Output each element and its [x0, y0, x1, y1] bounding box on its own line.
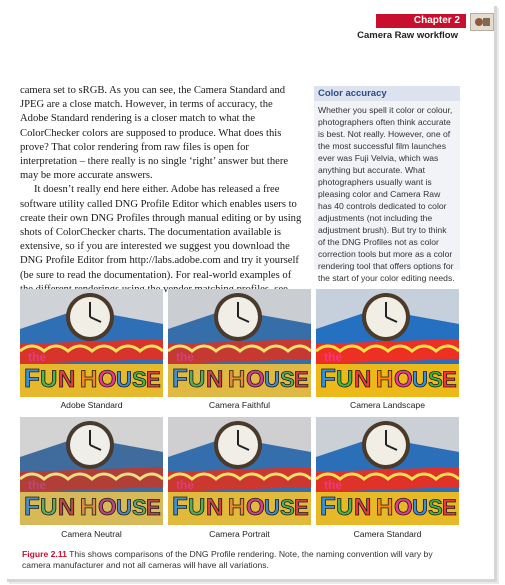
svg-text:H: H: [80, 366, 98, 393]
svg-text:S: S: [132, 495, 147, 520]
svg-text:the: the: [176, 350, 194, 364]
chapter-label: Chapter 2: [376, 14, 466, 28]
caption-adobe-standard: Adobe Standard: [60, 400, 123, 410]
svg-text:O: O: [394, 494, 413, 521]
sidebar-title: Color accuracy: [314, 86, 460, 101]
svg-text:F: F: [24, 491, 40, 521]
svg-text:U: U: [116, 367, 132, 392]
svg-text:O: O: [98, 366, 117, 393]
caption-camera-landscape: Camera Landscape: [349, 400, 425, 410]
svg-text:O: O: [394, 366, 413, 393]
svg-text:U: U: [40, 494, 58, 521]
svg-text:U: U: [336, 366, 354, 393]
svg-text:the: the: [324, 350, 342, 364]
chapter-thumbnail-icon: [470, 13, 494, 31]
svg-text:U: U: [412, 495, 428, 520]
svg-text:U: U: [40, 366, 58, 393]
paragraph-2-text: It doesn’t really end here either. Adobe has released a free software utility called DNG Profile Editor which enables users to create their own DNG Profiles through manual editing or by using shots of ColorChecker charts. The documentation available is extensive, so if you are interested we suggest you download the DNG Profile Editor from: [20, 184, 302, 267]
svg-text:O: O: [246, 366, 265, 393]
svg-text:the: the: [176, 478, 194, 492]
figure-caption: [22, 549, 462, 571]
svg-text:H: H: [376, 366, 394, 393]
svg-text:F: F: [24, 363, 40, 393]
svg-text:E: E: [294, 367, 309, 392]
svg-text:S: S: [428, 495, 443, 520]
svg-text:S: S: [132, 367, 147, 392]
svg-text:N: N: [58, 366, 76, 393]
figure-label: Figure 2.11: [22, 549, 67, 559]
svg-text:U: U: [264, 495, 280, 520]
svg-text:the: the: [28, 350, 46, 364]
svg-text:H: H: [376, 494, 394, 521]
svg-text:U: U: [336, 494, 354, 521]
svg-text:F: F: [320, 363, 336, 393]
photo-adobe-standard: [20, 289, 163, 397]
svg-text:F: F: [320, 491, 336, 521]
svg-text:F: F: [172, 363, 188, 393]
svg-text:N: N: [58, 494, 76, 521]
svg-text:the: the: [28, 478, 46, 492]
svg-text:E: E: [146, 367, 161, 392]
body-text: [20, 84, 302, 311]
photo-camera-portrait: [168, 417, 311, 525]
labs-url-link[interactable]: http://labs.adobe.com: [129, 255, 221, 267]
photo-camera-neutral: [20, 417, 163, 525]
svg-text:O: O: [98, 494, 117, 521]
paragraph-2-text-end: and try it yourself (be sure to read the documentation). For real-world examples of: [20, 255, 299, 281]
svg-text:N: N: [354, 494, 372, 521]
caption-camera-standard: Camera Standard: [353, 529, 422, 539]
paragraph-1: camera set to sRGB. As you can see, the Camera Standard and JPEG are a close match. However, in terms of accuracy, the Adobe Standard rendering is a closer match to what the ColorChecker colors are supposed to produce. What does this prove? That color rendering from raw files is open for interpretation – there really is no single ‘right’ answer but there may be more accurate answers.: [20, 85, 289, 182]
svg-text:N: N: [206, 366, 224, 393]
svg-text:H: H: [228, 366, 246, 393]
photo-camera-standard: [316, 417, 459, 525]
svg-text:E: E: [146, 495, 161, 520]
svg-text:H: H: [228, 494, 246, 521]
svg-text:the: the: [324, 478, 342, 492]
svg-text:U: U: [264, 367, 280, 392]
caption-camera-portrait: Camera Portrait: [209, 529, 270, 539]
svg-text:E: E: [442, 367, 457, 392]
svg-text:N: N: [206, 494, 224, 521]
svg-text:U: U: [412, 367, 428, 392]
sidebar-box: [314, 86, 460, 283]
svg-text:S: S: [280, 367, 295, 392]
svg-text:O: O: [246, 494, 265, 521]
section-title: Camera Raw workflow: [357, 30, 458, 41]
svg-text:N: N: [354, 366, 372, 393]
svg-text:H: H: [80, 494, 98, 521]
caption-camera-faithful: Camera Faithful: [208, 400, 271, 410]
photo-camera-faithful: [168, 289, 311, 397]
svg-text:E: E: [294, 495, 309, 520]
photo-camera-landscape: [316, 289, 459, 397]
figure-caption-text: This shows comparisons of the DNG Profile rendering. Note, the naming convention will vary by camera manufacturer and not all cameras will have all variations.: [22, 549, 433, 570]
svg-text:E: E: [442, 495, 457, 520]
svg-text:S: S: [280, 495, 295, 520]
svg-text:U: U: [188, 366, 206, 393]
caption-camera-neutral: Camera Neutral: [61, 529, 122, 539]
svg-text:U: U: [188, 494, 206, 521]
svg-text:U: U: [116, 495, 132, 520]
svg-text:S: S: [428, 367, 443, 392]
svg-text:F: F: [172, 491, 188, 521]
sidebar-text: Whether you spell it color or colour, photographers often think accurate is best. Not really. However, one of the most successful film launches ever was Fuji Velvia, which was anything but accurate. What photographers usually want is pleasing color and Camera Raw has 40 controls dedicated to color adjustments (not including the adjustment brush). But try to think of the DNG Profiles not as color correction tools but more as a color rendering tool that offers options for the start of your color editing needs.: [318, 105, 455, 283]
